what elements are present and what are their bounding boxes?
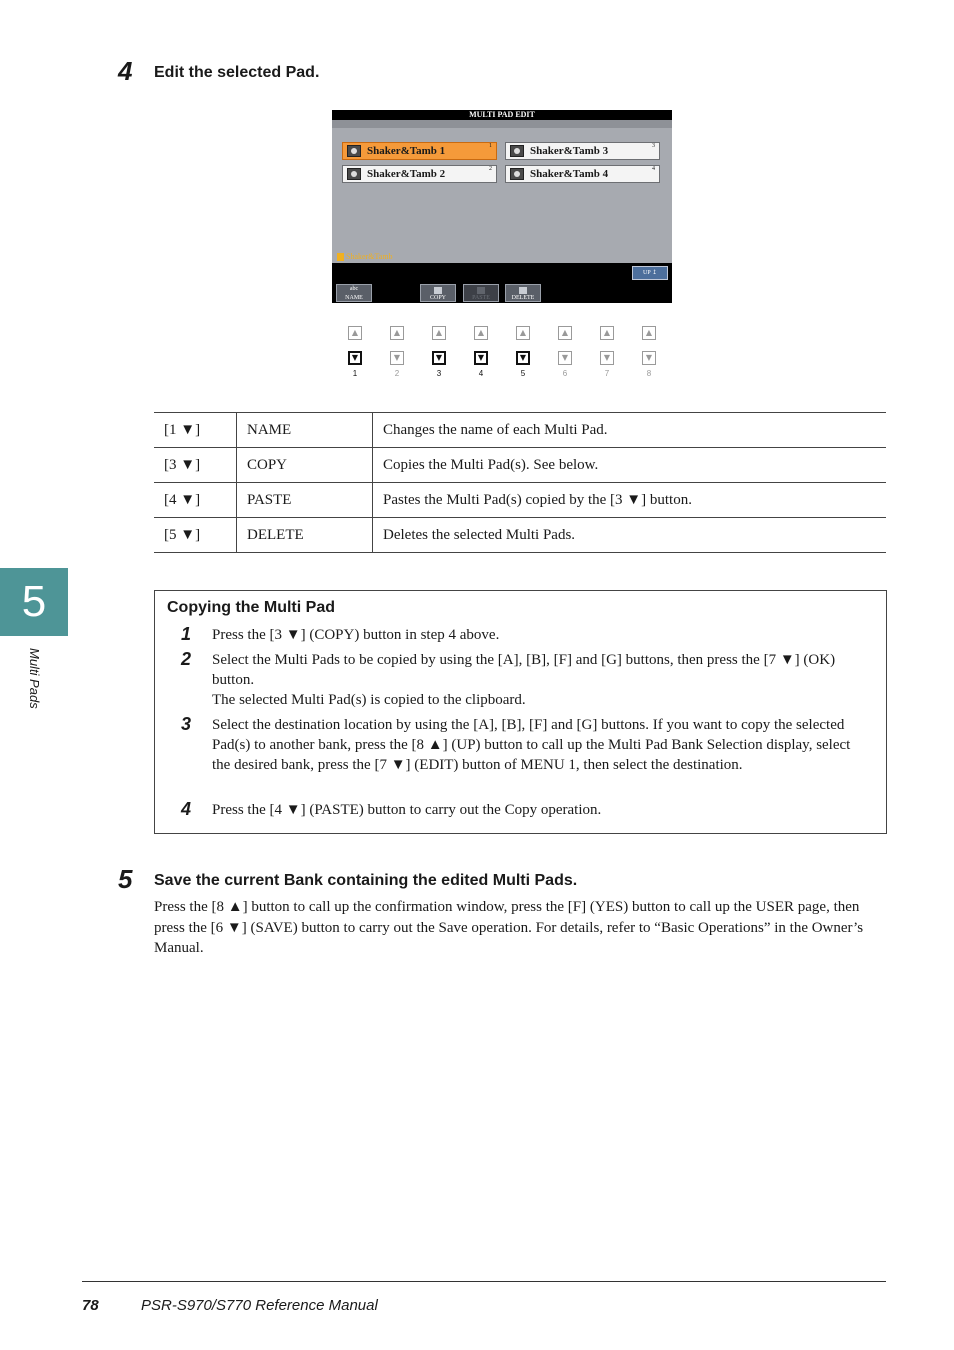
button-cell: [5 ▼] (154, 518, 237, 553)
button-cell: [3 ▼] (154, 448, 237, 483)
up-button-1[interactable]: ▲ (348, 326, 362, 340)
down-button-5[interactable]: ▼ (516, 351, 530, 365)
copy-label: COPY (429, 295, 446, 301)
abc-icon: abc (349, 286, 359, 292)
down-button-2[interactable]: ▼ (390, 351, 404, 365)
pad-button-3[interactable] (505, 142, 660, 160)
step-title: Save the current Bank containing the edited Multi Pads. (154, 872, 578, 889)
chapter-label: Multi Pads (27, 648, 42, 709)
paste-icon (477, 287, 485, 294)
box-step-text: Press the [3 ▼] (COPY) button in step 4 above. (212, 627, 500, 643)
button-cell: [1 ▼] (154, 413, 237, 448)
name-cell: NAME (237, 413, 373, 448)
down-button-1[interactable]: ▼ (348, 351, 362, 365)
pad-name: Shaker&Tamb 2 (367, 168, 446, 180)
up-arrow-icon: ↥ (651, 270, 657, 276)
table-row (154, 483, 886, 518)
box-step-number: 1 (181, 624, 192, 644)
description-cell: Pastes the Multi Pad(s) copied by the [3 ▼] button. (373, 483, 887, 518)
up-button[interactable] (632, 266, 668, 280)
button-number: 1 (352, 369, 358, 378)
paste-button[interactable] (463, 284, 499, 302)
up-button-6[interactable]: ▲ (558, 326, 572, 340)
copy-button[interactable] (420, 284, 456, 302)
button-number: 7 (604, 369, 610, 378)
pad-number: 2 (489, 166, 492, 172)
box-step-text-note: The selected Multi Pad(s) is copied to the clipboard. (212, 692, 526, 708)
trash-icon (519, 287, 527, 294)
pad-icon (347, 145, 361, 157)
copy-note-box (154, 590, 887, 834)
button-number: 3 (436, 369, 442, 378)
button-number: 2 (394, 369, 400, 378)
pad-button-1[interactable] (342, 142, 497, 160)
name-button[interactable] (336, 284, 372, 302)
up-label: UP (643, 270, 651, 276)
down-button-4[interactable]: ▼ (474, 351, 488, 365)
pad-button-4[interactable] (505, 165, 660, 183)
manual-title: PSR-S970/S770 Reference Manual (141, 1297, 378, 1314)
box-step-text (212, 650, 872, 710)
delete-label: DELETE (511, 295, 535, 301)
step-body: Press the [8 ▲] button to call up the confirmation window, press the [F] (YES) button to call up the USER page, then press the [6 ▼] (SAVE) button to carry out the Save operation. For details, refer to “Basic Operations” in the Owner’s Manual. (154, 899, 864, 956)
button-cell: [4 ▼] (154, 483, 237, 518)
down-button-3[interactable]: ▼ (432, 351, 446, 365)
step-title: Edit the selected Pad. (154, 64, 320, 81)
button-number: 4 (478, 369, 484, 378)
pad-number: 1 (489, 143, 492, 149)
footer-rule (82, 1281, 886, 1282)
down-button-7[interactable]: ▼ (600, 351, 614, 365)
down-button-6[interactable]: ▼ (558, 351, 572, 365)
box-step-text: Press the [4 ▼] (PASTE) button to carry out the Copy operation. (212, 802, 602, 818)
pad-name: Shaker&Tamb 1 (367, 145, 446, 157)
pad-number: 3 (652, 143, 655, 149)
up-button-5[interactable]: ▲ (516, 326, 530, 340)
copy-icon (434, 287, 442, 294)
box-step-number: 2 (181, 649, 192, 669)
down-button-8[interactable]: ▼ (642, 351, 656, 365)
screen-subheader (332, 120, 672, 128)
pad-icon (510, 145, 524, 157)
step-number: 4 (118, 56, 133, 86)
name-cell: DELETE (237, 518, 373, 553)
chapter-tab: 5 (0, 568, 68, 636)
step-number: 5 (118, 864, 133, 894)
name-cell: PASTE (237, 483, 373, 518)
bank-name: Shaker&Tamb (346, 252, 393, 261)
table-row (154, 448, 886, 483)
up-button-7[interactable]: ▲ (600, 326, 614, 340)
pad-icon (510, 168, 524, 180)
box-step-text: Select the destination location by using the [A], [B], [F] and [G] buttons. If you want to copy the selected Pad(s) to another bank, press the [8 ▲] (UP) button to call up the Multi Pad Bank Selection display, select the desired bank, press the [7 ▼] (EDIT) button of MENU 1, then select the destination. (212, 717, 851, 773)
function-table (154, 412, 886, 553)
box-title: Copying the Multi Pad (167, 599, 335, 616)
description-cell: Changes the name of each Multi Pad. (373, 413, 887, 448)
pad-name: Shaker&Tamb 3 (530, 145, 609, 157)
screen-bottom-bar (332, 263, 672, 303)
up-button-8[interactable]: ▲ (642, 326, 656, 340)
table-row (154, 413, 886, 448)
button-number: 8 (646, 369, 652, 378)
button-number: 5 (520, 369, 526, 378)
lcd-screen (332, 110, 672, 303)
description-cell: Copies the Multi Pad(s). See below. (373, 448, 887, 483)
button-number: 6 (562, 369, 568, 378)
pad-number: 4 (652, 166, 655, 172)
screen-title: MULTI PAD EDIT (332, 110, 672, 120)
box-step-number: 3 (181, 714, 192, 734)
name-cell: COPY (237, 448, 373, 483)
up-button-4[interactable]: ▲ (474, 326, 488, 340)
box-step-text-main: Select the Multi Pads to be copied by using the [A], [B], [F] and [G] buttons, then press the [7 ▼] (OK) button. (212, 652, 836, 688)
bank-icon (337, 253, 344, 261)
up-button-3[interactable]: ▲ (432, 326, 446, 340)
description-cell: Deletes the selected Multi Pads. (373, 518, 887, 553)
table-row (154, 518, 886, 553)
pad-button-2[interactable] (342, 165, 497, 183)
box-step-number: 4 (181, 799, 192, 819)
name-label: NAME (345, 295, 363, 301)
page-number: 78 (82, 1297, 99, 1314)
paste-label: PASTE (472, 295, 490, 301)
pad-name: Shaker&Tamb 4 (530, 168, 609, 180)
pad-icon (347, 168, 361, 180)
delete-button[interactable] (505, 284, 541, 302)
up-button-2[interactable]: ▲ (390, 326, 404, 340)
